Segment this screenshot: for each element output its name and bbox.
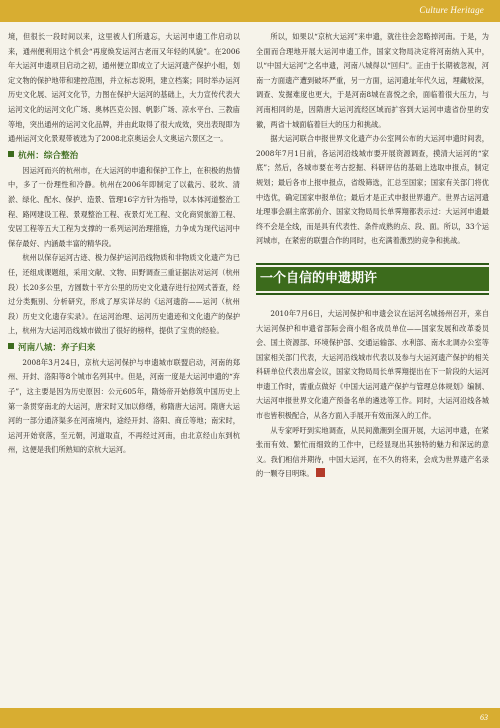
body-paragraph: 所以，如果以“京杭大运河”来申遗，就往往会忽略掉河南。于是，为全面而合理地开展大运河申遗工作，国家文物局决定将河南纳入其中，以“中国大运河”之名申遗，河南八城得以“回归”。正由于长期被忽视，河南一方面遗产遭到破坏严重，另一方面，运河遗址年代久远，埋藏较深，调查、发掘难度也更大，于是河南8城在喜悦之余，面临着很大压力，与河南相同的是，因隋唐大运河流经区域而扩容到大运河申遗省份里的安徽，两省十城面临着巨大的压力和挑战。	[256, 32, 489, 129]
subheading-text: 杭州：综合整治	[18, 150, 79, 161]
section-label: Culture Heritage	[419, 5, 484, 15]
left-column	[8, 30, 240, 458]
body-paragraph: 2010年7月6日，大运河保护和申遗会议在运河名城扬州召开，来自大运河保护和申遗省部际会商小组各成员单位——国家发展和改革委员会、国土资源部、环境保护部、交通运输部、水利部、南水北调办公室等国家相关部门代表，大运河沿线城市代表以及参与大运河遗产保护的相关科研单位代表出席会议，国家文物局局长单霁翔提出在下一阶段的大运河申遗工作时，需重点做好《中国大运河遗产保护与管理总体规划》编制、大运河申报世界文化遗产预备名单的遴选等工作。同时，大运河沿线各城市也皆积极配合，从各方面入手展开有效而深入的工作。	[256, 308, 489, 421]
end-mark-icon	[316, 468, 325, 477]
square-bullet-icon	[8, 343, 14, 349]
body-paragraph: 杭州以保存运河古迹、极力保护运河沿线物质和非物质文化遗产为已任，还组成课题组，采用文献、文物、田野调查三重证据法对运河（杭州段）长20多公里，方圆数十平方公里的历史文化遗存进行拉网式普查，经过分类甄别、分析研究，形成了厚实详尽的《运河遗韵——运河（杭州段）历史文化遗存实录》。在运河治理、运河历史遗迹和文化遗产的保护上，杭州为大运河沿线城市做出了很好的榜样，提供了宝贵的经验。	[8, 253, 240, 336]
page-number: 63	[480, 713, 488, 722]
closing-text: 从专家呼吁到实地调查，从民间激潮到全面开展，大运河申遗，在紧张而有效、繁忙而细致的工作中，已经显现出其独特的魅力和深远的意义。我们相信并期待，中国大运河，在不久的将来，会成为世界遗产名录的一颗夺目明珠。	[256, 425, 489, 479]
right-column	[256, 30, 489, 482]
header-bar	[0, 0, 500, 22]
footer-bar	[0, 708, 500, 728]
closing-paragraph	[256, 424, 489, 482]
body-paragraph: 2008年3月24日，京杭大运河保护与申遗城市联盟启动，河南的郑州、开封、洛阳等8个城市名列其中。但是，河南一度是大运河申遗的“弃子”，这主要是因为历史原因：公元605年，隋炀帝开始修筑中国历史上第一条贯穿南北的大运河，唐宋时又加以修缮，称隋唐大运河。隋唐大运河的一部分通济渠多在河南境内，途经开封、洛阳、商丘等地；南宋时，运河开始衰落，至元朝，河道取直，不再经过河南，由北京经山东到杭州，这便是我们所熟知的京杭大运河。	[8, 357, 240, 455]
body-paragraph: 因运河而兴的杭州市，在大运河的申遗和保护工作上，在积极的热情中，多了一份理性和冷静。杭州在2006年即制定了以截污、驳坎、清淤、绿化、配水、保护、造景、管理16字方针为指导，以本体河道整治工程、路网建设工程、景观整治工程、夜景灯光工程、文化商贸旅游工程、安居工程等五大工程为支撑的一系列运河治理措施，力争成为现代运河中保存最好、内涵最丰富的精华段。	[8, 165, 240, 248]
body-paragraph: 据大运河联合申报世界文化遗产办公室网公布的大运河申遗时间表，2008年7月1日前，各运河沿线城市要开展资源调查，摸清大运河的“家底”；然后，各城市要在考古挖掘、科研评估的基础上选取申报点，制定规划；最后各市上报申报点，省级筛选，汇总至国家；国家有关部门将优中选优，确定国家申报单位；最后才是正式申报世界遗产。世界古运河遗址理事会副主席郭前介、国家文物局局长单霁翔都表示过：大运河申遗最终不会是全线，而是具有代表性、条件成熟的点、段、面。所以，33个运河城市，在紧密的联盟合作的同时，也充满着激烈的竞争和挑战。	[256, 134, 489, 246]
subheading-henan	[8, 340, 240, 356]
square-bullet-icon	[8, 151, 14, 157]
section-heading-frame	[256, 263, 489, 295]
subheading-text: 河南八城：弃子归来	[18, 342, 96, 353]
section-heading: 一个自信的申遗期许	[256, 267, 489, 291]
body-paragraph: 境，但很长一段时间以来，这里被人们所遗忘，大运河申遗工作启动以来，通州便利用这个机会“再度焕发运河古老而又年轻的风貌”。在2006年大运河申遗项目启动之初，通州便立即成立了大运河遗产保护小组，划定文物的保护地带和建控范围，并立标志说明，建立档案；同时举办运河历史文化展、运河文化节，力图在保护大运河的基础上，大力宣传代表大运河文化的运河文化广场、奥林匹克公园、帆影广场、凉水平台、三教庙等地，突出通州的运河文化品牌，并由此取得了很大成效，突出表现即为通州运河文化景观带被选为了2008北京奥运会人文奥运六景区之一。	[8, 32, 240, 144]
subheading-hangzhou	[8, 148, 240, 164]
